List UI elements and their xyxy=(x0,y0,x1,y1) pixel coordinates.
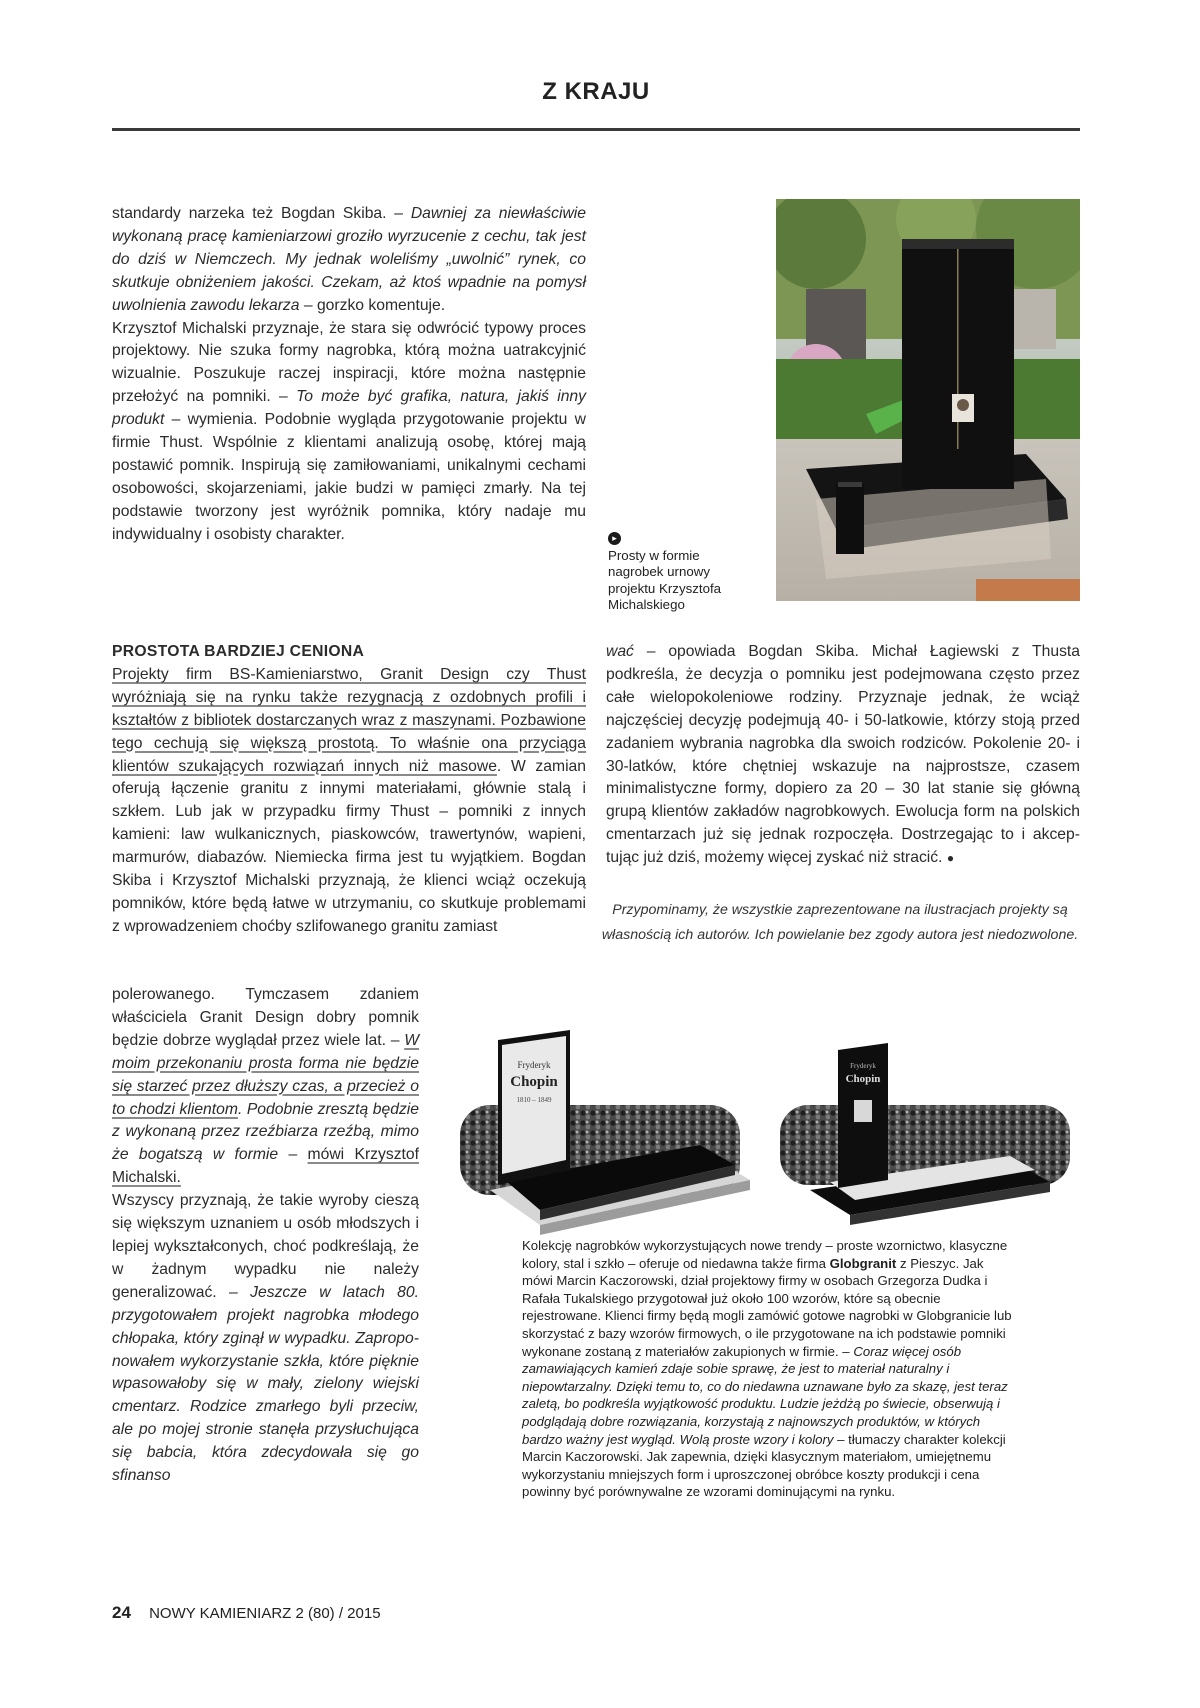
paragraph: polerowanego. Tymczasem zdaniem właściciela Granit Design dobry pomnik będzie dobrze wyglądał przez wiele lat. – W moim przekonaniu prosta forma nie będzie się starzeć przez dłuższy czas, a przecież o to chodzi klientom. Podobnie zresztą będzie z wykonaną przez rzeźbiarza rzeźbą, mimo że bogatszą w formie – mówi Krzysztof Michalski. xyxy=(112,986,420,1187)
plaque-dates: 1810 – 1849 xyxy=(516,1096,552,1104)
tombstone-render-illustration xyxy=(450,1010,1080,1235)
copyright-note: Przypominamy, że wszystkie zaprezentowane na ilustracjach projekty są własnością ich autorów. Ich powielanie bez zgody autora jest niedozwolone. xyxy=(601,902,1079,943)
caption-paragraph: Kolekcję nagrobków wykorzystujących nowe trendy – proste wzornictwo, klasyczne kolory, stal i szkło – oferuje od niedawna także firma Globgranit z Pieszyc. Jak mówi Marcin Kaczorowski, dział projektowy firmy w osobach Grzegorza Dudka i Rafała Tukalskiego przygotował już około 100 wzorów, które są obecnie rejestrowane. Klienci firmy będą mogli zamówić gotowe nagrobki w Globgranicie lub skorzystać z bazy wzorów firmowych, o ile przygotowane na ich podstawie pomniki wykonane zostaną z materiałów zakupionych w firmie. – Coraz więcej osób zamawiających kamień zdaje sobie sprawę, że jest to materiał naturalny i niepowtarzalny. Dzięki temu to, co do niedawna uznawane było za skazę, jest teraz zaletą, bo podkreśla wyjątkowość produktu. Ludzie jeżdżą po świecie, obserwują i podglądają dobre rozwiązania, korzystają z najnowszych produktów, w których bardzo ważny jest wygląd. Wolą proste wzory i kolory – tłumaczy charakter kolekcji Marcin Kaczorowski. Jak zapewnia, dzięki klasycznym materiałom, umiejętnemu wykorzystaniu mniejszych form i uproszczonej obróbce koszty produkcji i cena powinny być porównywalne ze wzorami dominującymi na rynku. xyxy=(522,1238,1012,1500)
page-number: 24 xyxy=(112,1603,131,1622)
tombstone-render xyxy=(450,1010,1080,1235)
caption-arrow-icon: ▸ xyxy=(608,532,621,545)
brand-name: Globgranit xyxy=(829,1255,897,1271)
end-mark-icon: ● xyxy=(946,851,955,866)
article-column-left-top xyxy=(112,203,586,547)
plaque-name: Chopin xyxy=(845,1073,881,1085)
tombstone-photo-illustration xyxy=(776,199,1080,601)
header-divider xyxy=(112,128,1080,131)
plaque-name-small: Fryderyk xyxy=(517,1060,551,1070)
render-caption xyxy=(522,1237,1014,1501)
article-column-left-mid xyxy=(112,641,586,939)
section-heading: PROSTOTA BARDZIEJ CENIONA xyxy=(112,643,365,660)
article-column-right xyxy=(606,641,1080,870)
paragraph: wać – opowiada Bogdan Skiba. Michał Łagiewski z Thusta podkreśla, że decyzja o pomniku jest podejmowana często przez całe wielopokoleniowe rodziny. Przyznaje jednak, że wciąż najczęściej decyzję podejmują 40- i 50-latkowie, którzy stoją przed zadaniem wybrania nagrobka dla swoich rodziców. Pokolenie 20- i 30-latków, które chętniej wskazuje na najprostsze, czasem minimalistyczne formy, dopiero za 20 – 30 lat stanie się główną grupą klientów zakładów nagrobkowych. Ewolucja form na polskich cmentarzach już się jednak rozpoczęła. Dostrzegając to i akceptując już dziś, możemy więcej zyskać niż stracić. ● xyxy=(606,643,1080,867)
paragraph: Projekty firm BS-Kamieniarstwo, Granit Design czy Thust wyróżniają się na rynku także rezygnacją z ozdobnych profili i kształtów z bibliotek dostarczanych wraz z maszynami. Pozbawione tego cechują się większą prostotą. To właśnie ona przyciąga klientów szukających rozwiązań innych niż masowe. W zamian oferują łączenie granitu z innymi materiałami, głównie stalą i szkłem. Lub jak w przypadku firmy Thust – pomniki z innych kamieni: law wulkanicznych, piaskowców, trawertynów, wapieni, marmurów, diabazów. Niemiecka firma jest tu wyjątkiem. Bogdan Skiba i Krzysztof Michalski przyznają, że klienci wciąż oczekują pomników, które będą łatwe w utrzymaniu, co skutkuje problemami z wprowadzeniem choćby szlifowanego granitu zamiast xyxy=(112,665,586,935)
section-title: Z KRAJU xyxy=(542,78,650,105)
plaque-name: Chopin xyxy=(510,1074,558,1090)
article-column-left-narrow xyxy=(112,984,419,1488)
page-footer xyxy=(112,1603,381,1623)
paragraph: Krzysztof Michalski przyznaje, że stara się odwrócić typowy proces projektowy. Nie szuka formy nagrobka, którą można uatrakcyjnić wizualnie. Poszukuje raczej inspiracji, które można następnie przełożyć na pomniki. – To może być grafika, natura, jakiś inny produkt – wymienia. Podobnie wygląda przygotowanie projektu w firmie Thust. Wspólnie z klientami analizują osobę, której mają postawić pomnik. Inspirują się zamiłowaniami, unikalnymi cechami osobowości, skojarzeniami, jakie budzi w pamięci zmarły. Na tej podstawie tworzony jest wyróżnik pomnika, który nadaje mu indywidualny i osobisty charakter. xyxy=(112,319,586,543)
paragraph: Wszyscy przyznają, że takie wyroby cieszą się większym uznaniem u osób młodszych i lepiej wykształconych, choć podkreślają, że w żadnym wypadku nie należy generalizować. – Jeszcze w latach 80. przygotowałem projekt nagrobka młodego chłopaka, który zginął w wypadku. Zaproponowałem wykorzystanie szkła, które pięknie wpasowałoby się w mały, zielony wiejski cmentarz. Rodzice zmarłego byli przeciw, ale po mojej stronie stanęła przysłuchująca się babcia, która zdecydowała się go sfinanso xyxy=(112,1192,419,1485)
magazine-issue: NOWY KAMIENIARZ 2 (80) / 2015 xyxy=(149,1605,381,1622)
tombstone-photo xyxy=(776,199,1080,601)
plaque-name-small: Fryderyk xyxy=(850,1062,876,1070)
paragraph: standardy narzeka też Bogdan Skiba. – Dawniej za niewłaściwie wykonaną pracę kamieniarzowi groziło wyrzucenie z cechu, tak jest do dziś w Niemczech. My jednak woleliśmy „uwolnić” rynek, co skutkuje obniżeniem jakości. Czekam, aż ktoś wpadnie na pomysł uwolnienia zawodu lekarza – gorzko komentuje. xyxy=(112,205,586,314)
photo-caption: ▸ Prosty w formie nagrobek urnowy projektu Krzysztofa Michalskiego xyxy=(608,533,722,612)
